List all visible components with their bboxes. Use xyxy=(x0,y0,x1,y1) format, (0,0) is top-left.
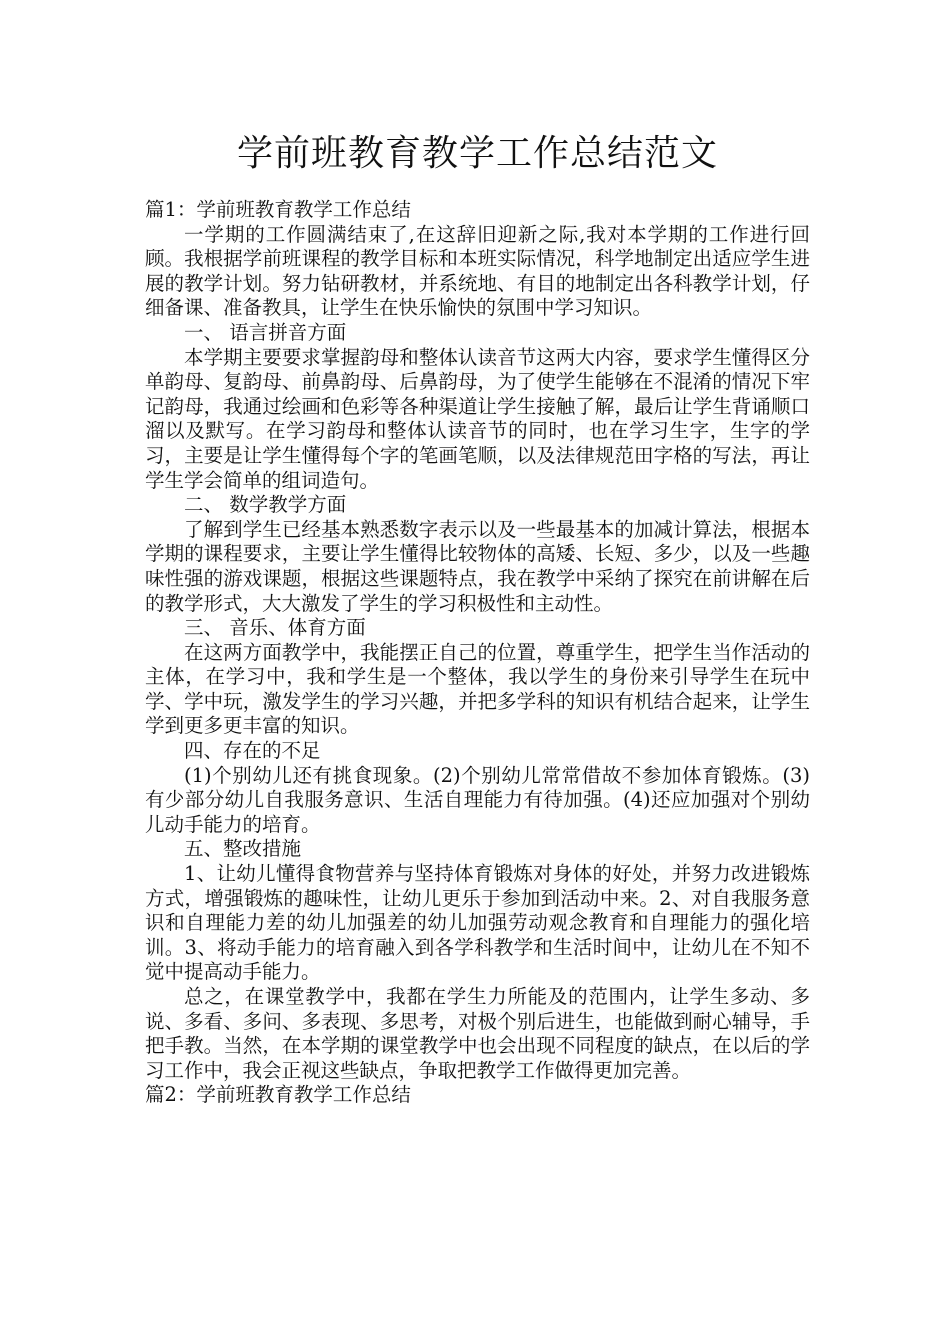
conclusion-paragraph: 总之，在课堂教学中，我都在学生力所能及的范围内，让学生多动、多说、多看、多问、多表现、多思考，对极个别后进生，也能做到耐心辅导，手把手教。当然，在本学期的课堂教学中也会出现不同程度的缺点，在以后的学习工作中，我会正视这些缺点，争取把教学工作做得更加完善。 xyxy=(145,985,810,1082)
shortcomings-paragraph: (1)个别幼儿还有挑食现象。(2)个别幼儿常常借故不参加体育锻炼。(3)有少部分幼儿自我服务意识、生活自理能力有待加强。(4)还应加强对个别幼儿动手能力的培育。 xyxy=(145,763,810,836)
section-heading-music-pe: 三、 音乐、体育方面 xyxy=(184,616,366,640)
intro-paragraph: 一学期的工作圆满结束了,在这辞旧迎新之际,我对本学期的工作进行回顾。我根据学前班课程的教学目标和本班实际情况，科学地制定出适应学生进展的教学计划。努力钻研教材，并系统地、有目的地制定出各科教学计划，仔细备课、准备教具，让学生在快乐愉快的氛围中学习知识。 xyxy=(145,222,810,320)
measures-paragraph: 1、让幼儿懂得食物营养与坚持体育锻炼对身体的好处，并努力改进锻炼方式，增强锻炼的趣味性，让幼儿更乐于参加到活动中来。2、对自我服务意识和自理能力差的幼儿加强差的幼儿加强劳动观念教育和自理能力的强化培训。3、将动手能力的培育融入到各学科教学和生活时间中，让幼儿在不知不觉中提高动手能力。 xyxy=(145,862,810,984)
document-title: 学前班教育教学工作总结范文 xyxy=(236,133,718,174)
section-heading-math: 二、 数学教学方面 xyxy=(184,493,347,517)
document-page xyxy=(145,120,810,1108)
language-paragraph: 本学期主要要求掌握韵母和整体认读音节这两大内容，要求学生懂得区分单韵母、复韵母、前鼻韵母、后鼻韵母，为了使学生能够在不混淆的情况下牢记韵母，我通过绘画和色彩等各种渠道让学生接触了解，最后让学生背诵顺口溜以及默写。在学习韵母和整体认读音节的同时，也在学习生字，生字的学习，主要是让学生懂得每个字的笔画笔顺，以及法律规范田字格的写法，再让学生学会简单的组词造句。 xyxy=(145,345,810,492)
part-2-heading: 篇2：学前班教育教学工作总结 xyxy=(145,1083,411,1107)
section-heading-language: 一、 语言拼音方面 xyxy=(184,320,347,344)
part-1-heading: 篇1：学前班教育教学工作总结 xyxy=(145,198,411,221)
section-heading-measures: 五、整改措施 xyxy=(184,837,302,861)
music-pe-paragraph: 在这两方面教学中，我能摆正自己的位置，尊重学生，把学生当作活动的主体，在学习中，我和学生是一个整体，我以学生的身份来引导学生在玩中学、学中玩，激发学生的学习兴趣，并把多学科的知识有机结合起来，让学生学到更多更丰富的知识。 xyxy=(145,640,810,738)
math-paragraph: 了解到学生已经基本熟悉数字表示以及一些最基本的加减计算法，根据本学期的课程要求，主要让学生懂得比较物体的高矮、长短、多少，以及一些趣味性强的游戏课题，根据这些课题特点，我在教学中采纳了探究在前讲解在后的教学形式，大大激发了学生的学习积极性和主动性。 xyxy=(145,517,810,615)
section-heading-shortcomings: 四、存在的不足 xyxy=(184,739,321,763)
document-body xyxy=(145,198,810,1108)
